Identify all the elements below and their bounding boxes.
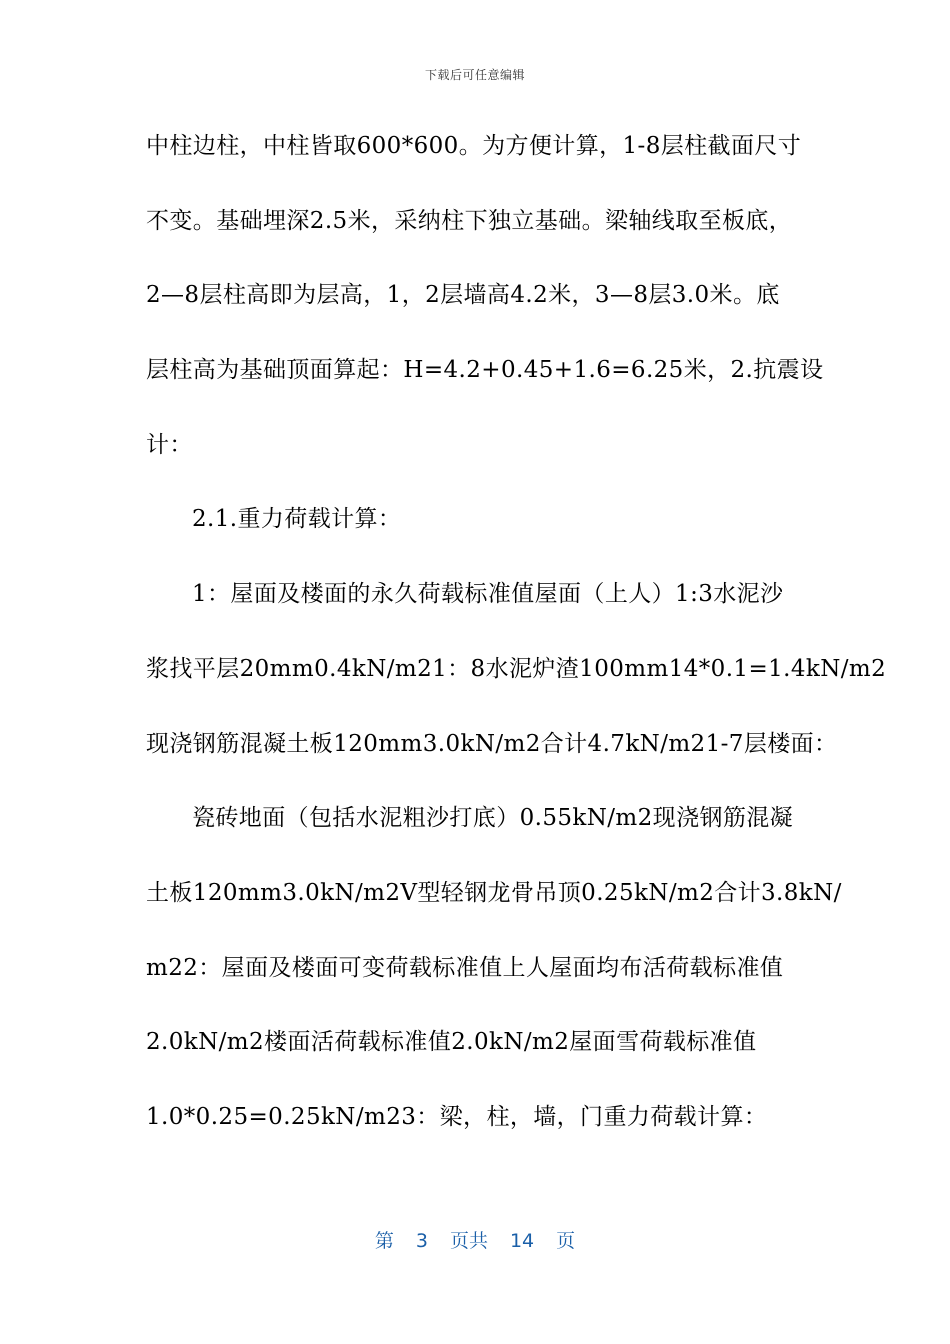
- footer-suffix: 页: [556, 1230, 576, 1252]
- current-page-number: 3: [415, 1230, 428, 1252]
- footer-prefix: 第: [374, 1230, 394, 1252]
- text-line: 1.0*0.25=0.25kN/m23：梁，柱，墙，门重力荷载计算：: [146, 1103, 768, 1130]
- text-line: 不变。基础埋深2.5米，采纳柱下独立基础。梁轴线取至板底，: [146, 207, 793, 234]
- text-line: 中柱边柱，中柱皆取600*600。为方便计算，1-8层柱截面尺寸: [146, 133, 802, 159]
- text-line: 浆找平层20mm0.4kN/m21：8水泥炉渣100mm14*0.1=1.4kN/m2: [146, 655, 887, 682]
- text-line: 现浇钢筋混凝土板120mm3.0kN/m2合计4.7kN/m21-7层楼面：: [146, 730, 838, 757]
- section-heading: 2.1.重力荷载计算：: [192, 506, 402, 533]
- page-footer: [0, 1226, 950, 1253]
- text-line: m22：屋面及楼面可变荷载标准值上人屋面均布活荷载标准值: [146, 954, 784, 981]
- text-line: 瓷砖地面（包括水泥粗沙打底）0.55kN/m2现浇钢筋混凝: [192, 805, 794, 832]
- text-line: 计：: [146, 431, 193, 458]
- page-header-note: 下载后可任意编辑: [424, 68, 525, 82]
- text-line: 2—8层柱高即为层高，1，2层墙高4.2米，3—8层3.0米。底: [146, 282, 780, 309]
- text-line: 1：屋面及楼面的永久荷载标准值屋面（上人）1:3水泥沙: [192, 581, 784, 608]
- text-line: 层柱高为基础顶面算起：H=4.2+0.45+1.6=6.25米，2.抗震设: [146, 357, 824, 384]
- total-page-number: 14: [509, 1230, 535, 1252]
- document-body: [146, 122, 887, 1168]
- text-line: 2.0kN/m2楼面活荷载标准值2.0kN/m2屋面雪荷载标准值: [146, 1029, 757, 1056]
- footer-middle: 页共: [449, 1230, 488, 1252]
- text-line: 土板120mm3.0kN/m2V型轻钢龙骨吊顶0.25kN/m2合计3.8kN/: [146, 879, 842, 906]
